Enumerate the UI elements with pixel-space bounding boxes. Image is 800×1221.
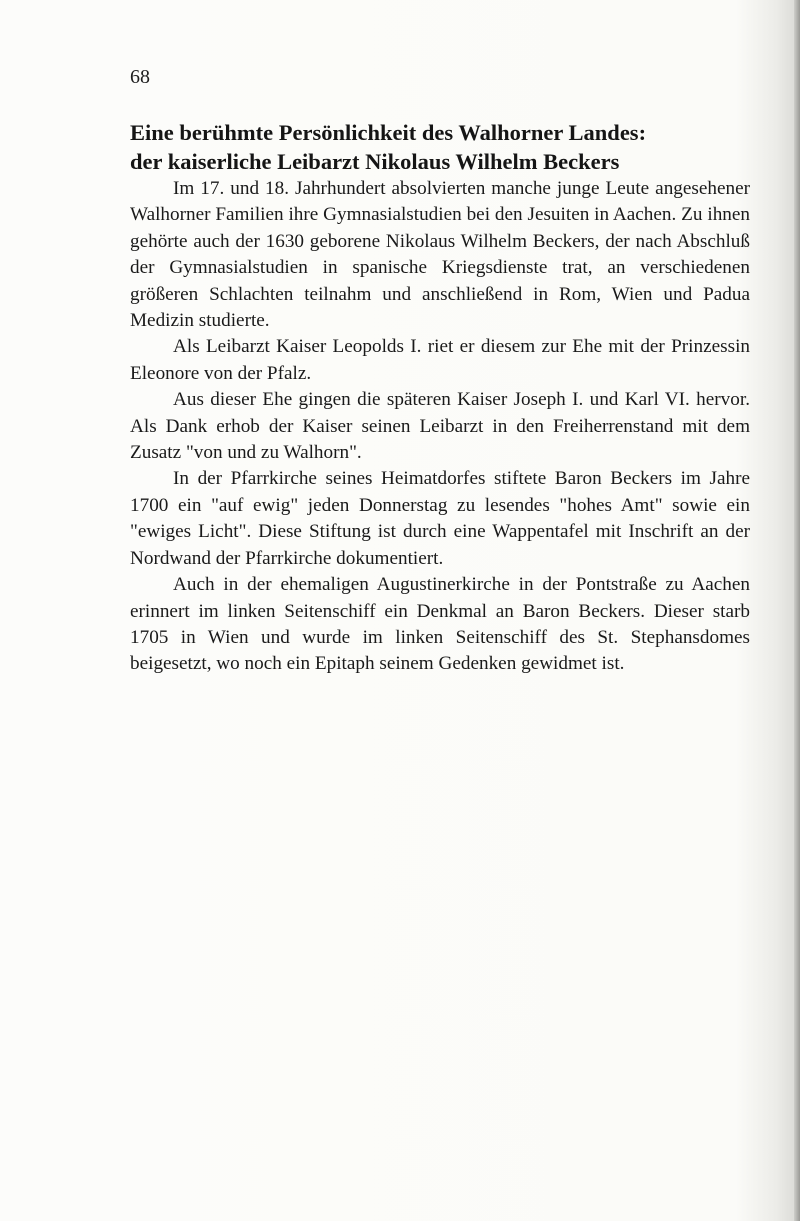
paragraph-3: Aus dieser Ehe gingen die späteren Kaiser Joseph I. und Karl VI. hervor. Als Dank erhob der Kaiser seinen Leibarzt in den Freiherrenstand mit dem Zusatz "von und zu Walhorn". — [130, 389, 750, 464]
paragraph-5: Auch in der ehemaligen Augustinerkirche in der Pontstraße zu Aachen erinnert im linken Seitenschiff ein Denkmal an Baron Beckers. Dieser starb 1705 in Wien und wurde im linken Seitenschiff des St. Stephansdomes beigesetzt, wo noch ein Epitaph seinem Gedenken gewidmet ist. — [130, 574, 750, 675]
page-number: 68 — [130, 66, 150, 88]
paragraph-2: Als Leibarzt Kaiser Leopolds I. riet er diesem zur Ehe mit der Prinzessin Eleonore von der Pfalz. — [130, 336, 750, 384]
paragraph-1: Im 17. und 18. Jahrhundert absolvierten manche junge Leute angesehener Walhorner Familien ihre Gymnasialstudien bei den Jesuiten in Aachen. Zu ihnen gehörte auch der 1630 geborene Nikolaus Wilhelm Beckers, der nach Abschluß der Gymnasialstudien in spanische Kriegsdienste trat, an verschiedenen größeren Schlachten teilnahm und anschließend in Rom, Wien und Padua Medizin studierte. — [130, 178, 750, 332]
paragraph-4: In der Pfarrkirche seines Heimatdorfes stiftete Baron Beckers im Jahre 1700 ein "auf ewig" jeden Donnerstag zu lesendes "hohes Amt" sowie ein "ewiges Licht". Diese Stiftung ist durch eine Wappentafel mit Inschrift an der Nordwand der Pfarrkirche dokumentiert. — [130, 468, 750, 569]
article — [130, 118, 750, 678]
article-title-line-2: der kaiserliche Leibarzt Nikolaus Wilhelm Beckers — [130, 149, 620, 174]
article-title — [130, 118, 750, 176]
article-title-line-1: Eine berühmte Persönlichkeit des Walhorner Landes: — [130, 120, 647, 145]
page-edge-shadow — [794, 0, 800, 1221]
